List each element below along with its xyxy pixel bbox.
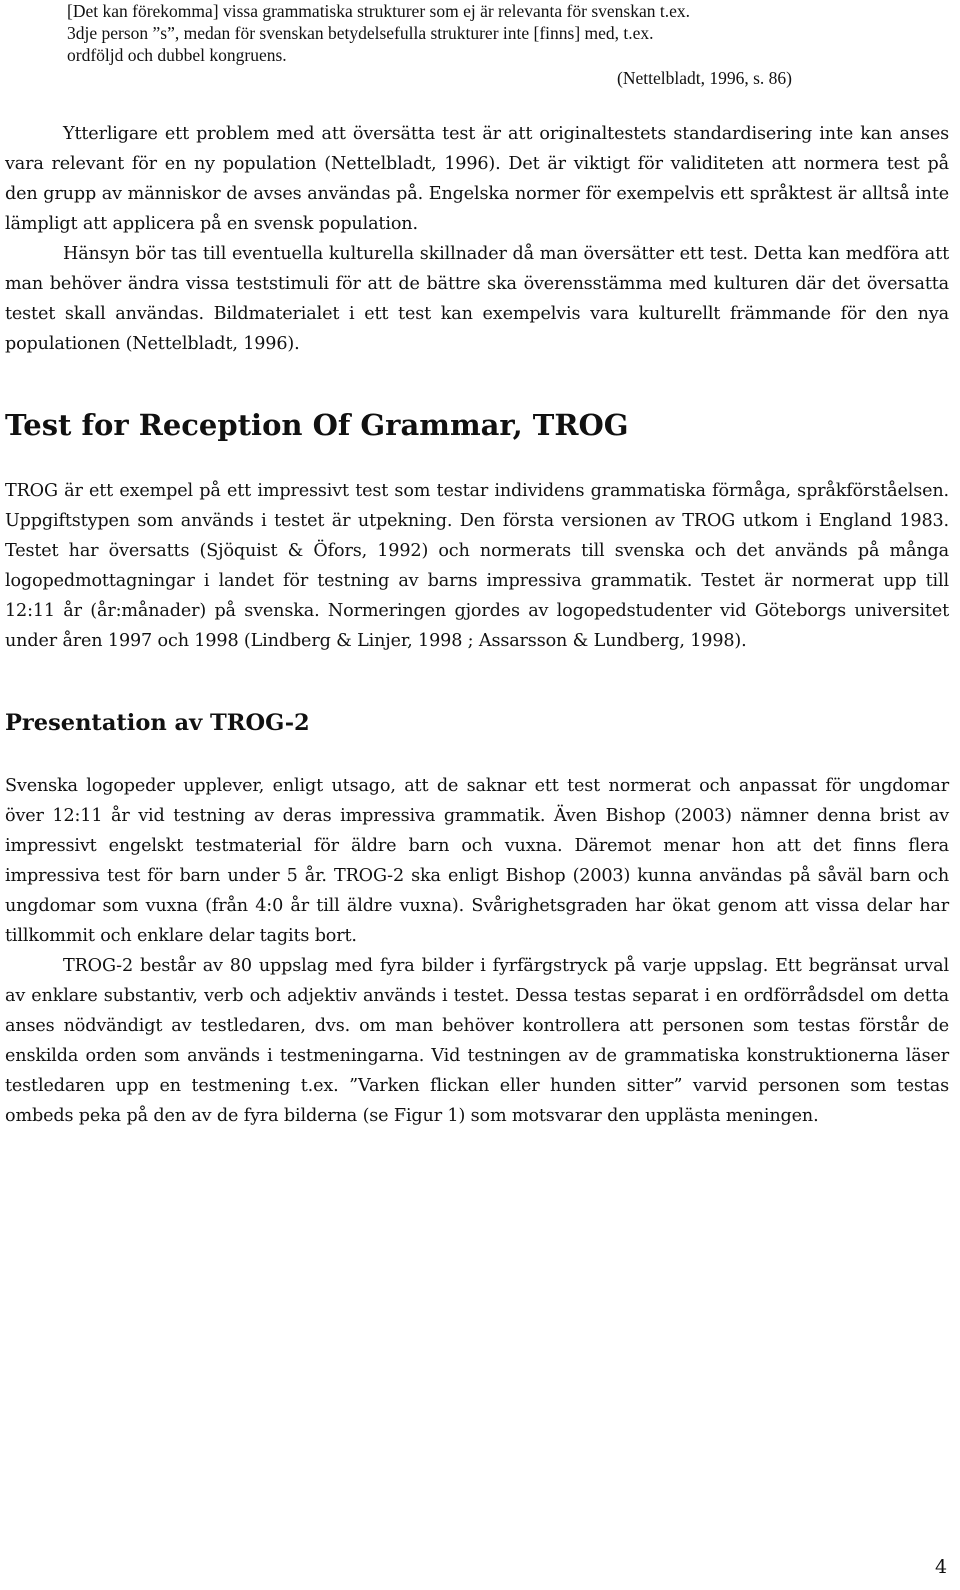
intro-paragraph-1-text: Ytterligare ett problem med att översätta test är att originaltestets standardisering inte kan anses vara relevant för en ny population (Nettelbladt, 1996). Det är viktigt för validiteten att normera test på den grupp av människor de avses användas på. Engelska normer för exempelvis ett språktest är alltså inte lämpligt att applicera på en svensk population. bbox=[5, 124, 949, 234]
quote-line-2: 3dje person ”s”, medan för svenskan betydelsefulla strukturer inte [finns] med, t.ex. bbox=[67, 23, 654, 43]
section-heading-trog-2: Presentation av TROG-2 bbox=[5, 710, 310, 736]
trog-paragraph: TROG är ett exempel på ett impressivt test som testar individens grammatiska förmåga, språkförståelsen. Uppgiftstypen som används i testet är utpekning. Den första versionen av TROG utkom i England 1983. Testet har översatts (Sjöquist & Öfors, 1992) och normerats till svenska och det används på många logopedmottagningar i landet för testning av barns impressiva grammatik. Testet är normerat upp till 12:11 år (år:månader) på svenska. Normeringen gjordes av logopedstudenter vid Göteborgs universitet under åren 1997 och 1998 (Lindberg & Linjer, 1998 ; Assarsson & Lundberg, 1998). bbox=[5, 481, 949, 651]
quote-citation: (Nettelbladt, 1996, s. 86) bbox=[617, 68, 792, 88]
section-heading-trog: Test for Reception Of Grammar, TROG bbox=[5, 408, 629, 442]
page-number: 4 bbox=[935, 1556, 948, 1578]
trog-2-paragraph-2 bbox=[5, 951, 949, 1131]
intro-paragraph-2-text: Hänsyn bör tas till eventuella kulturella skillnader då man översätter ett test. Detta kan medföra att man behöver ändra vissa teststimuli för att de bättre ska överensstämma med kulturen där det översatta testet skall användas. Bildmaterialet i ett test kan exempelvis vara kulturellt främmande för den nya populationen (Nettelbladt, 1996). bbox=[5, 244, 949, 354]
intro-paragraph-1 bbox=[5, 119, 949, 239]
trog-2-paragraph-1: Svenska logopeder upplever, enligt utsago, att de saknar ett test normerat och anpassat för ungdomar över 12:11 år vid testning av deras impressiva grammatik. Även Bishop (2003) nämner denna brist av impressivt engelskt testmaterial för äldre barn och vuxna. Däremot menar hon att det finns flera impressiva test för barn under 5 år. TROG-2 ska enligt Bishop (2003) kunna användas på såväl barn och ungdomar som vuxna (från 4:0 år till äldre vuxna). Svårighetsgraden har ökat genom att vissa delar har tillkommit och enklare delar tagits bort. bbox=[5, 776, 949, 946]
block-quote bbox=[67, 0, 827, 66]
intro-paragraph-2 bbox=[5, 239, 949, 359]
quote-line-3: ordföljd och dubbel kongruens. bbox=[67, 45, 287, 65]
quote-line-1: [Det kan förekomma] vissa grammatiska strukturer som ej är relevanta för svenskan t.ex. bbox=[67, 1, 690, 21]
trog-2-paragraph-2-text: TROG-2 består av 80 uppslag med fyra bilder i fyrfärgstryck på varje uppslag. Ett begränsat urval av enklare substantiv, verb och adjektiv används i testet. Dessa testas separat i en ordförrådsdel om detta anses nödvändigt av testledaren, dvs. om man behöver kontrollera att personen som testas förstår de enskilda orden som används i testmeningarna. Vid testningen av de grammatiska konstruktionerna läser testledaren upp en testmening t.ex. ”Varken flickan eller hunden sitter” varvid personen som testas ombeds peka på den av de fyra bilderna (se Figur 1) som motsvarar den upplästa meningen. bbox=[5, 956, 949, 1126]
